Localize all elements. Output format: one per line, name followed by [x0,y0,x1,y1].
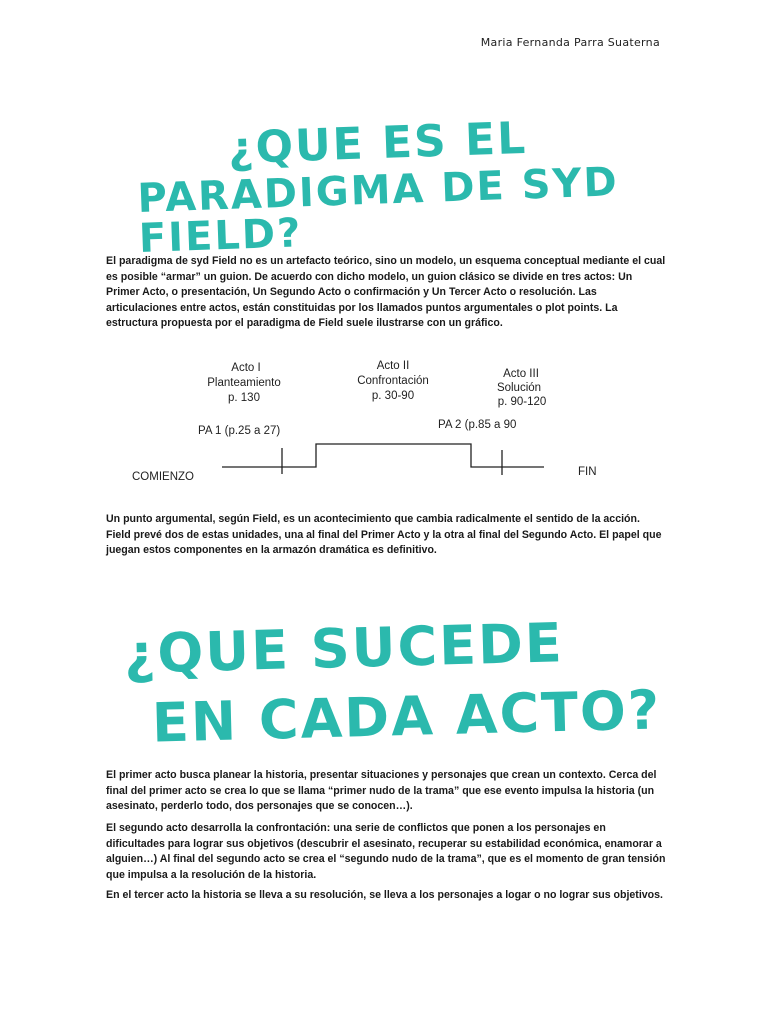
three-act-diagram [126,360,616,490]
start-label: COMIENZO [132,471,194,483]
third-act-paragraph: En el tercer acto la historia se lleva a su resolución, se lleva a los personajes a logar o no lograr sus objetivos. [106,889,663,901]
section1-title-line1: ¿QUE ES EL [227,112,528,175]
first-act-paragraph: El primer acto busca planear la historia, presentar situaciones y personajes que crean un contexto. Cerca del final del primer acto se crea lo que se llama “primer nudo de la trama” que ese evento impulsa la historia (un asesinato, perderlo todo, dos personajes que se conocen…). [106,769,657,812]
act1-pages: p. 130 [228,392,260,404]
act1-name: Acto I [231,362,261,374]
act3-name: Acto III [503,368,539,380]
act2-desc: Confrontación [357,375,429,387]
plot-point1-label: PA 1 (p.25 a 27) [198,425,281,437]
section2-title-line1: ¿QUE SUCEDE [123,611,565,686]
act2-name: Acto II [376,360,410,372]
plot-point-paragraph: Un punto argumental, según Field, es un acontecimiento que cambia radicalmente el sentido de la acción. Field prevé dos de estas unidades, una al final del Primer Acto y la otra al final del Segundo Acto. El papel que juegan estos componentes en la armazón dramática es definitivo. [106,513,662,556]
paradigm-intro-paragraph: El paradigma de syd Field no es un artefacto teórico, sino un modelo, un esquema conceptual mediante el cual es posible “armar” un guion. De acuerdo con dicho modelo, un guion clásico se divide en tres actos: Un Primer Acto, o presentación, Un Segundo Acto o confirmación y Un Tercer Acto o resolución. Las articulaciones entre actos, están constituidas por los llamados puntos argumentales o plot points. La estructura propuesta por el paradigma de Field suele ilustrarse con un gráfico. [106,255,666,329]
story-timeline [222,444,544,467]
act3-pages: p. 90-120 [497,396,547,408]
act1-desc: Planteamiento [207,377,281,389]
act3-desc: Solución [496,382,542,394]
section1-title-line2: PARADIGMA DE SYD FIELD? [136,159,620,262]
plot-point2-label: PA 2 (p.85 a 90 [438,419,517,431]
act2-pages: p. 30-90 [371,390,415,402]
end-label: FIN [578,466,597,478]
section2-title-line2: EN CADA ACTO? [151,678,662,755]
author-name: Maria Fernanda Parra Suaterna [480,36,660,49]
second-act-paragraph: El segundo acto desarrolla la confrontación: una serie de conflictos que ponen a los personajes en dificultades para lograr sus objetivos (descubrir el asesinato, recuperar su estabilidad económica, enamorar a alguien…) Al final del segundo acto se crea el “segundo nudo de la trama”, que es el momento de gran tensión que impulsa a la resolución de la historia. [106,822,666,881]
